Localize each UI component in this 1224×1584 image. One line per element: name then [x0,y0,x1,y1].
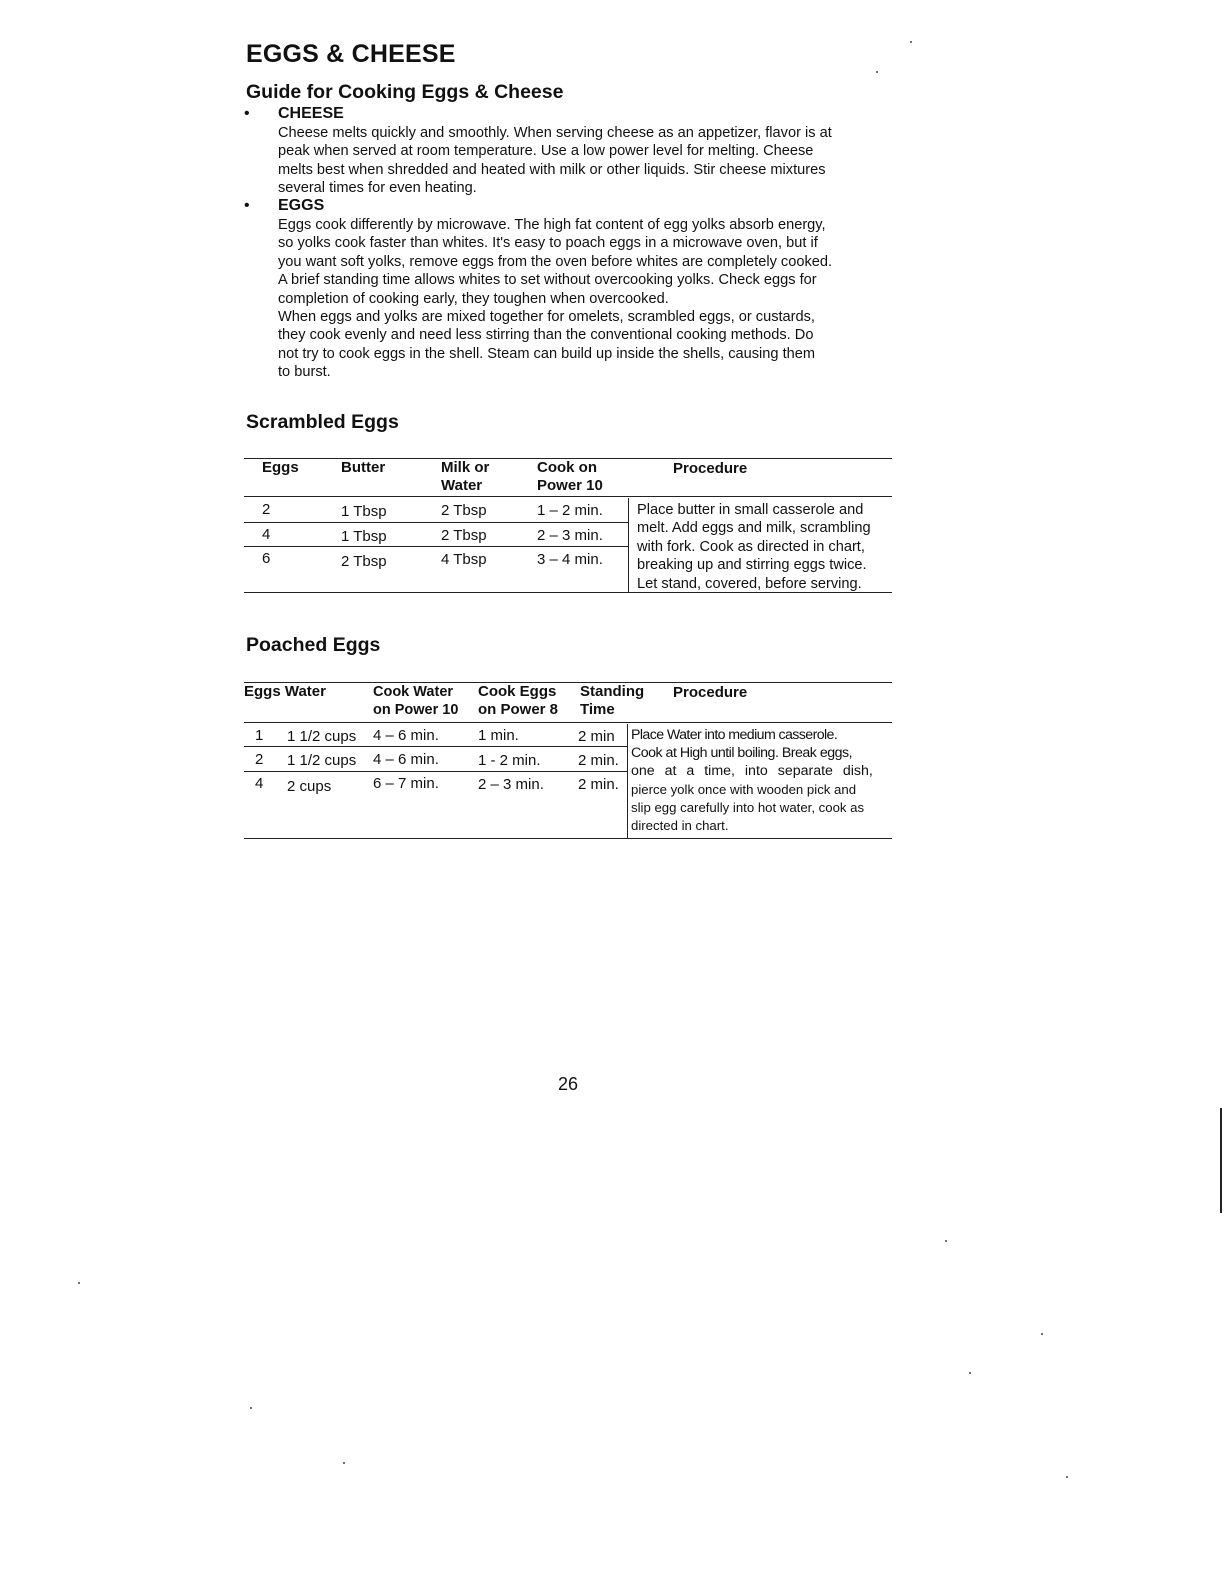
procedure-line: melt. Add eggs and milk, scrambling [637,520,871,537]
scan-speck [1041,1333,1043,1335]
procedure-line: slip egg carefully into hot water, cook as [631,799,865,815]
table-cell-milk: 2 Tbsp [441,502,487,519]
cheese-paragraph [278,124,903,198]
table-column-divider [628,498,629,592]
header-procedure: Procedure [673,684,748,701]
procedure-line: Place butter in small casserole and [637,502,864,518]
table-rule [244,746,628,747]
table-cell-eggs: 2 [262,501,271,518]
scan-speck [78,1282,80,1284]
procedure-line: with fork. Cook as directed in chart, [637,538,865,555]
cheese-line: peak when served at room temperature. Use a low power level for melting. Cheese [278,143,814,160]
header-cook-eggs: Cook Eggs on Power 8 [478,683,559,718]
scan-speck [910,41,912,43]
table-cell-water: 1 1/2 cups [287,728,357,745]
header-butter: Butter [341,459,386,476]
table-rule [244,522,628,523]
scan-speck [1066,1476,1068,1478]
eggs-line: completion of cooking early, they toughen when overcooked. [278,290,669,307]
cheese-heading: CHEESE [278,105,344,122]
cheese-bullet: • [244,105,250,122]
table-rule [244,682,892,683]
table-cell-eggs: 2 [255,751,264,768]
table-cell-cook-eggs: 1 min. [478,727,519,744]
poached-procedure [631,726,893,835]
page-title: EGGS & CHEESE [246,40,456,68]
table-rule [244,838,892,839]
table-cell-butter: 1 Tbsp [341,503,387,520]
table-cell-cook-eggs: 1 - 2 min. [478,752,541,769]
page-number: 26 [558,1074,579,1094]
table-rule [244,771,628,772]
table-rule [244,592,892,593]
eggs-line: Eggs cook differently by microwave. The high fat content of egg yolks absorb energy, [278,217,826,233]
eggs-line: so yolks cook faster than whites. It's easy to poach eggs in a microwave oven, but if [278,235,818,252]
scan-edge-mark [1220,1108,1222,1213]
table-cell-eggs: 6 [262,550,271,567]
cheese-line: several times for even heating. [278,180,477,197]
eggs-paragraph [278,216,903,382]
scan-speck [250,1407,252,1409]
header-cook-water: Cook Water on Power 10 [373,684,459,718]
table-cell-cook-eggs: 2 – 3 min. [478,776,544,793]
poached-eggs-title: Poached Eggs [246,634,381,656]
table-cell-cook: 3 – 4 min. [537,551,603,568]
scan-speck [969,1372,971,1374]
scrambled-procedure [637,501,871,593]
header-eggs: Eggs [262,459,299,476]
table-rule [244,546,628,547]
eggs-line: to burst. [278,364,331,381]
cheese-line: melts best when shredded and heated with milk or other liquids. Stir cheese mixtures [278,161,826,178]
header-procedure: Procedure [673,460,748,477]
table-cell-eggs: 4 [262,526,271,543]
table-column-divider [627,724,628,838]
table-cell-cook-water: 4 – 6 min. [373,727,439,744]
eggs-heading: EGGS [278,197,325,214]
header-milk-or-water: Milk or Water [441,459,490,494]
scan-speck [945,1240,947,1242]
table-cell-cook: 1 – 2 min. [537,502,603,519]
table-cell-milk: 2 Tbsp [441,527,487,544]
procedure-line: Let stand, covered, before serving. [637,575,862,592]
table-cell-milk: 4 Tbsp [441,551,487,568]
table-cell-water: 2 cups [287,778,332,795]
table-cell-eggs: 1 [255,727,264,744]
procedure-line: pierce yolk once with wooden pick and [631,781,857,797]
table-cell-water: 1 1/2 cups [287,752,357,769]
table-cell-cook-water: 6 – 7 min. [373,775,439,792]
header-standing-time: Standing Time [580,683,645,718]
eggs-line: A brief standing time allows whites to set without overcooking yolks. Check eggs for [278,272,817,289]
table-cell-butter: 2 Tbsp [341,553,387,570]
scan-speck [343,1462,345,1464]
procedure-line: one at a time, into separate dish, [631,763,873,780]
guide-title: Guide for Cooking Eggs & Cheese [246,81,564,103]
procedure-line: breaking up and stirring eggs twice. [637,557,867,574]
eggs-line: not try to cook eggs in the shell. Steam can build up inside the shells, causing them [278,345,816,362]
table-cell-butter: 1 Tbsp [341,528,387,545]
header-eggs-water: Eggs Water [244,683,326,700]
eggs-bullet: • [244,197,250,214]
table-cell-cook-water: 4 – 6 min. [373,751,439,768]
table-cell-standing: 2 min [578,728,615,745]
table-cell-cook: 2 – 3 min. [537,527,603,544]
eggs-line: When eggs and yolks are mixed together for omelets, scrambled eggs, or custards, [278,309,815,326]
table-cell-standing: 2 min. [578,776,619,793]
scrambled-eggs-title: Scrambled Eggs [246,411,399,433]
procedure-line: directed in chart. [631,818,729,834]
eggs-line: you want soft yolks, remove eggs from the oven before whites are completely cooked. [278,253,833,270]
table-cell-standing: 2 min. [578,752,619,769]
table-rule [244,722,892,723]
procedure-line: Cook at High until boiling. Break eggs, [631,745,853,762]
header-cook-on-power: Cook on Power 10 [537,459,603,494]
cheese-line: Cheese melts quickly and smoothly. When serving cheese as an appetizer, flavor is at [278,125,832,141]
table-cell-eggs: 4 [255,775,264,792]
table-rule [244,496,892,497]
procedure-line: Place Water into medium casserole. [631,727,838,743]
eggs-line: they cook evenly and need less stirring than the conventional cooking methods. Do [278,327,814,344]
scan-speck [876,71,878,73]
